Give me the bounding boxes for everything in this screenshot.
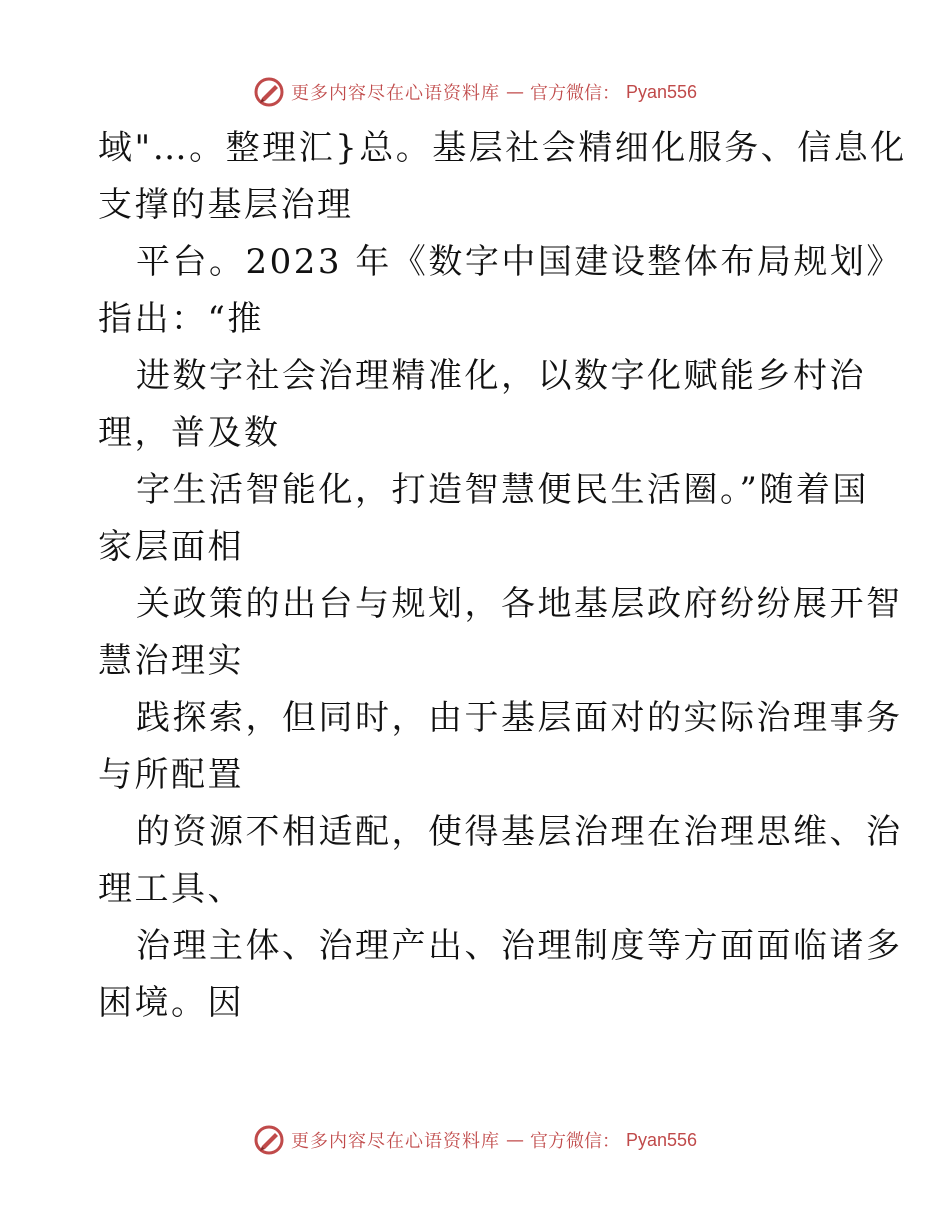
body-line: 关政策的出台与规划，各地基层政府纷纷展开智 xyxy=(136,584,903,624)
body-line: 字生活智能化，打造智慧便民生活圈。”随着国 xyxy=(136,470,869,510)
watermark-wechat-id: Pyan556 xyxy=(625,1129,698,1150)
watermark-text: 更多内容尽在心语资料库 xyxy=(290,1131,500,1152)
watermark-wechat-label: 官方微信： xyxy=(529,1131,620,1152)
watermark-separator: — xyxy=(505,81,524,103)
body-line: 进数字社会治理精准化，以数字化赋能乡村治 xyxy=(136,356,866,396)
body-line: 的资源不相适配，使得基层治理在治理思维、治 xyxy=(136,812,903,852)
body-line: 理工具、 xyxy=(98,869,244,909)
body-line: 家层面相 xyxy=(98,527,244,567)
document-body xyxy=(98,120,907,1032)
watermark-wechat-id: Pyan556 xyxy=(625,81,698,102)
body-line: 慧治理实 xyxy=(98,641,244,681)
body-line: 平台。2023 年《数字中国建设整体布局规划》 xyxy=(136,242,903,282)
body-line: 指出：“推 xyxy=(98,299,264,339)
body-line: 与所配置 xyxy=(98,755,244,795)
body-line: 治理主体、治理产出、治理制度等方面面临诸多 xyxy=(136,926,903,966)
red-circle-pen-icon xyxy=(253,1124,285,1156)
watermark-wechat-label: 官方微信： xyxy=(529,83,620,104)
red-circle-pen-icon xyxy=(253,76,285,108)
watermark-text: 更多内容尽在心语资料库 xyxy=(290,83,500,104)
header-watermark xyxy=(0,72,950,112)
body-line: 支撑的基层治理 xyxy=(98,185,354,225)
body-line: 践探索，但同时，由于基层面对的实际治理事务 xyxy=(136,698,903,738)
watermark-separator: — xyxy=(505,1129,524,1151)
footer-watermark xyxy=(0,1120,950,1160)
body-line: 理，普及数 xyxy=(98,413,281,453)
body-line: 域"…。整理汇}总。基层社会精细化服务、信息化 xyxy=(98,128,907,168)
body-line: 困境。因 xyxy=(98,983,244,1023)
